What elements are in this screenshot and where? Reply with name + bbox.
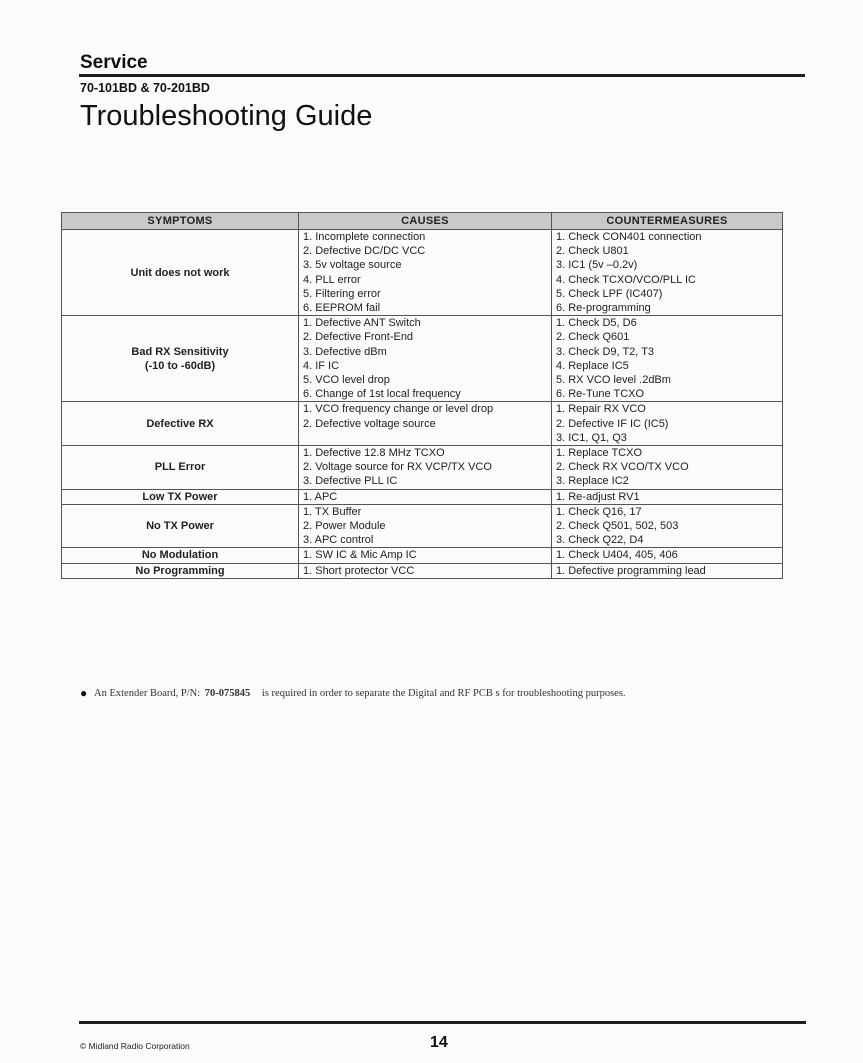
cause-item: 4. IF IC: [303, 359, 340, 372]
countermeasure-item: 1. Check Q16, 17: [556, 505, 642, 518]
cause-item: 1. Defective ANT Switch: [303, 317, 421, 330]
symptom-text: Defective RX: [146, 417, 214, 430]
page-title: Troubleshooting Guide: [80, 100, 373, 132]
cause-item: 1. APC: [303, 490, 338, 503]
countermeasures-cell: [552, 402, 783, 446]
countermeasure-item: 3. IC1 (5v –0.2v): [556, 259, 638, 272]
column-header-causes: CAUSES: [299, 213, 552, 230]
cause-item: 2. Defective Front-End: [303, 331, 414, 344]
symptom-subtext: (-10 to -60dB): [144, 359, 216, 372]
table-row: [62, 504, 783, 548]
countermeasure-item: 2. Check Q601: [556, 331, 630, 344]
symptom-text: PLL Error: [154, 461, 206, 474]
symptom-cell: [62, 504, 299, 548]
symptom-text: No TX Power: [146, 520, 214, 533]
countermeasure-item: 1. Repair RX VCO: [556, 403, 646, 416]
countermeasure-item: 3. Check D9, T2, T3: [556, 345, 655, 358]
countermeasure-item: 3. Check Q22, D4: [556, 534, 644, 547]
countermeasure-item: 1. Check U404, 405, 406: [556, 549, 678, 562]
cause-item: 1. Short protector VCC: [303, 564, 415, 577]
bullet-icon: ●: [80, 686, 88, 700]
note-text-before: An Extender Board, P/N:: [94, 688, 201, 699]
countermeasure-item: 5. RX VCO level .2dBm: [556, 374, 671, 387]
cause-item: 2. Power Module: [303, 520, 386, 533]
symptom-cell: [62, 316, 299, 402]
table-row: [62, 316, 783, 402]
table-row: [62, 489, 783, 504]
countermeasures-cell: [552, 504, 783, 548]
cause-item: 3. APC control: [303, 534, 374, 547]
causes-cell: [299, 402, 552, 446]
cause-item: 1. VCO frequency change or level drop: [303, 403, 494, 416]
copyright-notice: © Midland Radio Corporation: [80, 1041, 190, 1051]
part-number: 70-075845: [204, 688, 251, 699]
countermeasures-cell: [552, 489, 783, 504]
causes-cell: [299, 230, 552, 316]
table-row: [62, 230, 783, 316]
symptom-cell: [62, 489, 299, 504]
troubleshooting-table: [61, 212, 783, 579]
countermeasure-item: 6. Re-Tune TCXO: [556, 388, 645, 401]
cause-item: 3. Defective dBm: [303, 345, 387, 358]
countermeasures-cell: [552, 563, 783, 578]
causes-cell: [299, 504, 552, 548]
symptom-text: No Programming: [135, 564, 225, 577]
cause-item: 2. Defective DC/DC VCC: [303, 245, 426, 258]
countermeasure-item: 2. Check Q501, 502, 503: [556, 520, 679, 533]
extender-board-note: [80, 687, 800, 701]
countermeasure-item: 6. Re-programming: [556, 302, 651, 315]
footer-rule: [79, 1021, 806, 1024]
header-rule: [79, 74, 805, 77]
table-row: [62, 548, 783, 563]
model-numbers: 70-101BD & 70-201BD: [80, 81, 210, 95]
symptom-text: Low TX Power: [142, 490, 218, 503]
cause-item: 2. Voltage source for RX VCP/TX VCO: [303, 461, 492, 474]
countermeasure-item: 2. Defective IF IC (IC5): [556, 417, 669, 430]
causes-cell: [299, 548, 552, 563]
cause-item: 1. SW IC & Mic Amp IC: [303, 549, 417, 562]
countermeasure-item: 1. Check CON401 connection: [556, 231, 702, 243]
countermeasures-cell: [552, 316, 783, 402]
symptom-cell: [62, 446, 299, 490]
countermeasures-cell: [552, 548, 783, 563]
cause-item: 6. Change of 1st local frequency: [303, 388, 461, 401]
cause-item: 6. EEPROM fail: [303, 302, 381, 315]
countermeasure-item: 4. Check TCXO/VCO/PLL IC: [556, 273, 696, 286]
note-text: [94, 687, 800, 701]
table-row: [62, 446, 783, 490]
cause-item-empty: [303, 431, 551, 445]
table-row: [62, 402, 783, 446]
cause-item: 1. Incomplete connection: [303, 231, 426, 243]
countermeasure-item: 1. Replace TCXO: [556, 447, 643, 460]
countermeasure-item: 2. Check RX VCO/TX VCO: [556, 461, 689, 474]
symptom-text: Bad RX Sensitivity: [131, 345, 229, 358]
countermeasure-item: 1. Check D5, D6: [556, 317, 637, 330]
cause-item: 4. PLL error: [303, 273, 361, 286]
countermeasure-item: 1. Defective programming lead: [556, 564, 706, 577]
countermeasure-item: 3. Replace IC2: [556, 475, 629, 488]
cause-item: 3. 5v voltage source: [303, 259, 402, 272]
countermeasure-item: 1. Re-adjust RV1: [556, 490, 640, 503]
note-text-after: is required in order to separate the Digital and RF PCB s for troubleshooting purposes.: [261, 688, 626, 699]
countermeasure-item: 4. Replace IC5: [556, 359, 629, 372]
causes-cell: [299, 316, 552, 402]
symptom-text: Unit does not work: [130, 266, 230, 279]
page-number: 14: [430, 1034, 448, 1051]
cause-item: 5. Filtering error: [303, 287, 381, 300]
causes-cell: [299, 563, 552, 578]
causes-cell: [299, 446, 552, 490]
symptom-cell: [62, 230, 299, 316]
countermeasure-item: 3. IC1, Q1, Q3: [556, 431, 627, 444]
section-heading: Service: [80, 52, 148, 73]
symptom-cell: [62, 563, 299, 578]
symptom-cell: [62, 548, 299, 563]
cause-item: 2. Defective voltage source: [303, 417, 436, 430]
column-header-symptoms: SYMPTOMS: [62, 213, 299, 230]
countermeasures-cell: [552, 446, 783, 490]
causes-cell: [299, 489, 552, 504]
countermeasure-item: 5. Check LPF (IC407): [556, 287, 663, 300]
table-header-row: [62, 213, 783, 230]
cause-item: 1. Defective 12.8 MHz TCXO: [303, 447, 445, 460]
cause-item: 1. TX Buffer: [303, 505, 362, 518]
countermeasures-cell: [552, 230, 783, 316]
cause-item: 3. Defective PLL IC: [303, 475, 398, 488]
countermeasure-item: 2. Check U801: [556, 245, 629, 258]
symptom-cell: [62, 402, 299, 446]
symptom-text: No Modulation: [141, 549, 219, 562]
table-row: [62, 563, 783, 578]
cause-item: 5. VCO level drop: [303, 374, 390, 387]
column-header-countermeasures: COUNTERMEASURES: [552, 213, 783, 230]
